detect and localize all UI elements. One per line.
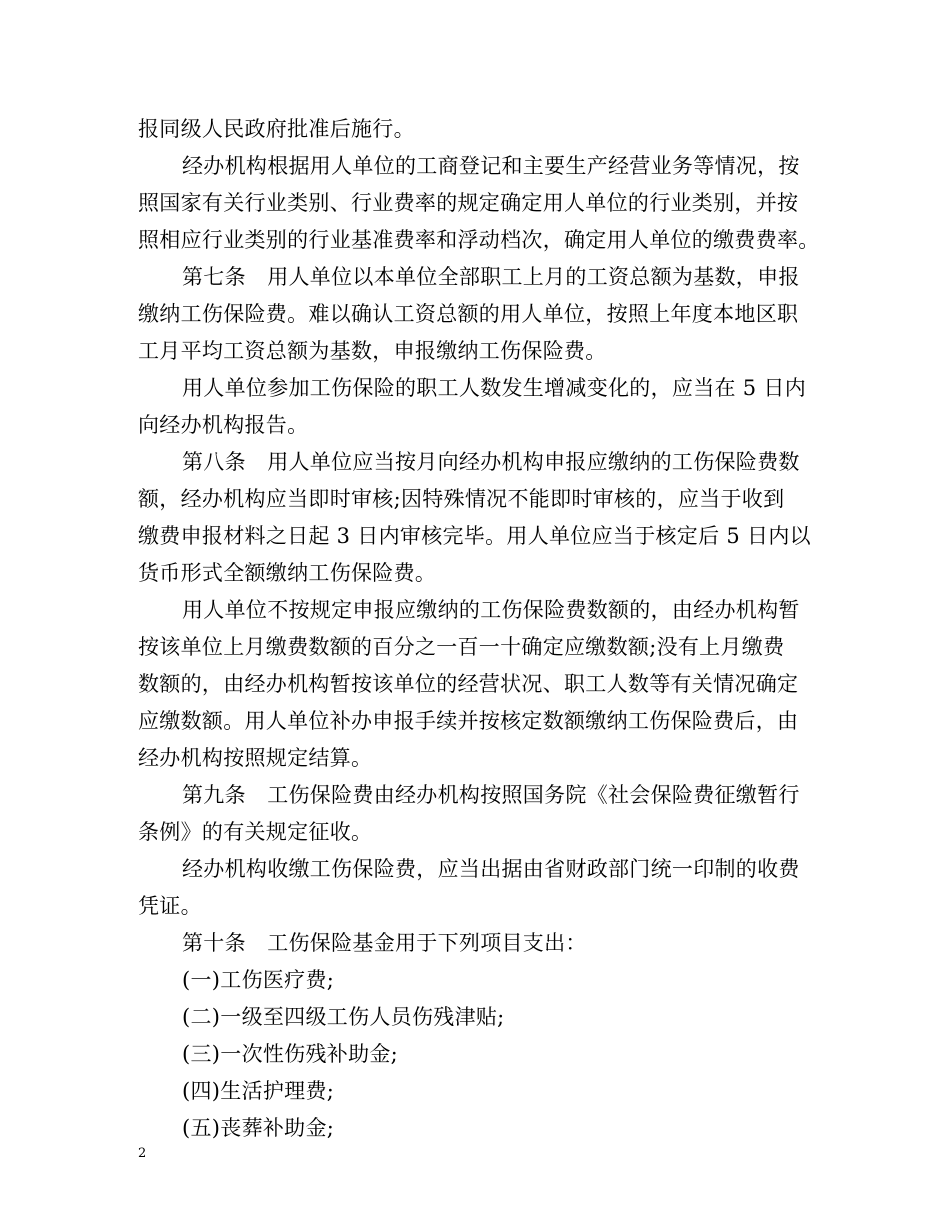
text-line: 工月平均工资总额为基数，申报缴纳工伤保险费。 [138,339,607,363]
text-line: 缴纳工伤保险费。难以确认工资总额的用人单位，按照上年度本地区职 [138,302,799,326]
article-8-heading-line: 第八条 用人单位应当按月向经办机构申报应缴纳的工伤保险费数 [182,450,800,474]
text-line: 凭证。 [138,894,202,918]
text-line: 货币形式全额缴纳工伤保险费。 [138,561,437,585]
list-item: (五)丧葬补助金; [182,1116,335,1140]
article-9-heading-line: 第九条 工伤保险费由经办机构按照国务院《社会保险费征缴暂行 [182,783,800,807]
text-line: 报同级人民政府批准后施行。 [138,117,415,141]
document-body [138,111,818,1147]
page-number: 2 [138,1146,147,1161]
text-line: 用人单位不按规定申报应缴纳的工伤保险费数额的，由经办机构暂 [182,598,800,622]
text-line: 条例》的有关规定征收。 [138,820,373,844]
text-line: 数额的，由经办机构暂按该单位的经营状况、职工人数等有关情况确定 [138,672,799,696]
text-line: 缴费申报材料之日起 3 日内审核完毕。用人单位应当于核定后 5 日内以 [138,524,811,548]
list-item: (四)生活护理费; [182,1079,335,1103]
text-line: 应缴数额。用人单位补办申报手续并按核定数额缴纳工伤保险费后，由 [138,709,799,733]
text-line: 额，经办机构应当即时审核;因特殊情况不能即时审核的，应当于收到 [138,487,785,511]
list-item: (二)一级至四级工伤人员伤残津贴; [182,1005,505,1029]
text-line: 经办机构根据用人单位的工商登记和主要生产经营业务等情况，按 [182,154,800,178]
text-line: 经办机构收缴工伤保险费，应当出据由省财政部门统一印制的收费 [182,857,800,881]
article-10-heading-line: 第十条 工伤保险基金用于下列项目支出： [182,931,587,955]
list-item: (三)一次性伤残补助金; [182,1042,399,1066]
text-line: 向经办机构报告。 [138,413,309,437]
text-line: 经办机构按照规定结算。 [138,746,373,770]
text-line: 用人单位参加工伤保险的职工人数发生增减变化的，应当在 5 日内 [182,376,807,400]
text-line: 照国家有关行业类别、行业费率的规定确定用人单位的行业类别，并按 [138,191,799,215]
text-line: 照相应行业类别的行业基准费率和浮动档次，确定用人单位的缴费费率。 [138,228,820,252]
text-line: 按该单位上月缴费数额的百分之一百一十确定应缴数额;没有上月缴费 [138,635,785,659]
list-item: (一)工伤医疗费; [182,968,335,992]
article-7-heading-line: 第七条 用人单位以本单位全部职工上月的工资总额为基数，申报 [182,265,800,289]
